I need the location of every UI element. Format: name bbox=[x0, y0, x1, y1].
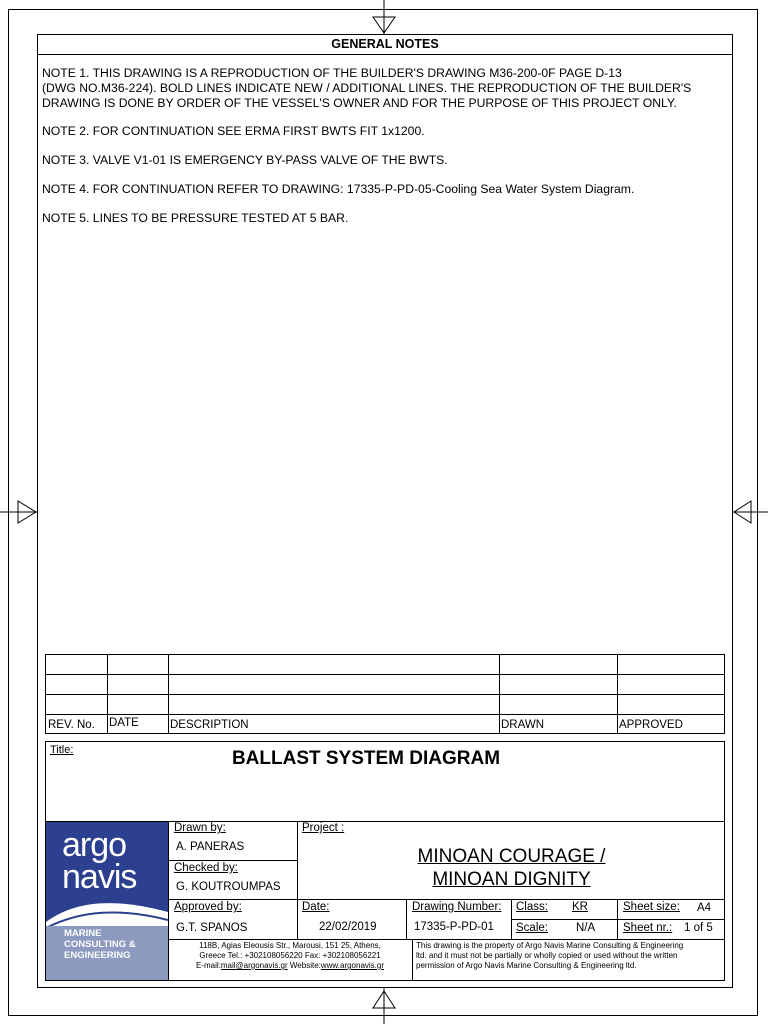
logo-word-argo: argo bbox=[62, 826, 127, 864]
title-label: Title: bbox=[50, 744, 74, 756]
scale-label: Scale: bbox=[516, 922, 548, 934]
drawn-by-value: A. PANERAS bbox=[176, 841, 245, 853]
project-label: Project : bbox=[302, 822, 345, 834]
disclaimer-line-3: permission of Argo Navis Marine Consulting & Engineering ltd. bbox=[416, 961, 637, 970]
address-line-1: 118B, Agias Eleousis Str., Marousi, 151 25, Athens, bbox=[199, 941, 381, 950]
drawn-by-label: Drawn by: bbox=[174, 822, 226, 834]
disclaimer-line-2: ltd. and it must not be partially or wholly copied or used without the written bbox=[416, 951, 678, 960]
logo-tag-marine: MARINE bbox=[64, 928, 102, 939]
argo-navis-logo bbox=[46, 822, 168, 980]
approved-header: APPROVED bbox=[619, 719, 683, 731]
sheet-size-label: Sheet size: bbox=[623, 901, 680, 913]
logo-tag-consulting: CONSULTING & bbox=[64, 939, 136, 950]
checked-by-value: G. KOUTROUMPAS bbox=[176, 881, 281, 893]
class-value: KR bbox=[572, 901, 588, 913]
logo-tag-engineering: ENGINEERING bbox=[64, 950, 131, 961]
note-1-line-2: (DWG NO.M36-224). BOLD LINES INDICATE NEW / ADDITIONAL LINES. THE REPRODUCTION OF THE BUILDER'S bbox=[42, 81, 692, 95]
project-line-1: MINOAN COURAGE / bbox=[417, 846, 606, 867]
email-label: E-mail: bbox=[195, 961, 221, 970]
contact-line bbox=[168, 961, 412, 971]
scale-value: N/A bbox=[576, 922, 596, 934]
note-5: NOTE 5. LINES TO BE PRESSURE TESTED AT 5 BAR. bbox=[42, 211, 349, 225]
date-value: 22/02/2019 bbox=[319, 921, 377, 933]
drawing-number-label: Drawing Number: bbox=[412, 901, 502, 913]
date-header: DATE bbox=[109, 717, 139, 729]
sheet-size-value: A4 bbox=[697, 902, 712, 914]
website-label: Website: bbox=[287, 961, 321, 970]
sheet-nr-label: Sheet nr.: bbox=[623, 922, 673, 934]
logo-word-navis: navis bbox=[62, 858, 137, 896]
note-1-line-3: DRAWING IS DONE BY ORDER OF THE VESSEL'S OWNER AND FOR THE PURPOSE OF THIS PROJECT ONLY. bbox=[42, 96, 677, 110]
website-link[interactable]: www.argonavis.gr bbox=[320, 961, 385, 970]
description-header: DESCRIPTION bbox=[170, 719, 249, 731]
project-line-2: MINOAN DIGNITY bbox=[432, 869, 591, 890]
rev-no-header: REV. No. bbox=[48, 719, 95, 731]
address-line-2: Greece Tel.: +302108056220 Fax: +302108056221 bbox=[199, 951, 381, 960]
general-notes-heading: GENERAL NOTES bbox=[37, 34, 733, 55]
approved-by-value: G.T. SPANOS bbox=[176, 922, 248, 934]
revision-table bbox=[45, 654, 725, 734]
email-link[interactable]: mail@argonavis.gr bbox=[220, 961, 288, 970]
approved-by-label: Approved by: bbox=[174, 901, 242, 913]
note-4: NOTE 4. FOR CONTINUATION REFER TO DRAWING: 17335-P-PD-05-Cooling Sea Water System Diagram. bbox=[42, 182, 635, 196]
drawing-number-value: 17335-P-PD-01 bbox=[414, 921, 494, 933]
note-1-line-1: NOTE 1. THIS DRAWING IS A REPRODUCTION OF THE BUILDER'S DRAWING M36-200-0F PAGE D-13 bbox=[42, 66, 622, 80]
drawn-header: DRAWN bbox=[501, 719, 545, 731]
note-3: NOTE 3. VALVE V1-01 IS EMERGENCY BY-PASS VALVE OF THE BWTS. bbox=[42, 153, 448, 167]
class-label: Class: bbox=[516, 901, 548, 913]
drawing-title: BALLAST SYSTEM DIAGRAM bbox=[231, 748, 501, 769]
date-label: Date: bbox=[302, 901, 330, 913]
sheet-nr-value: 1 of 5 bbox=[684, 922, 713, 934]
disclaimer-line-1: This drawing is the property of Argo Navis Marine Consulting & Engineering bbox=[416, 941, 684, 950]
note-2: NOTE 2. FOR CONTINUATION SEE ERMA FIRST BWTS FIT 1x1200. bbox=[42, 124, 425, 138]
checked-by-label: Checked by: bbox=[174, 862, 238, 874]
title-block bbox=[45, 741, 725, 981]
